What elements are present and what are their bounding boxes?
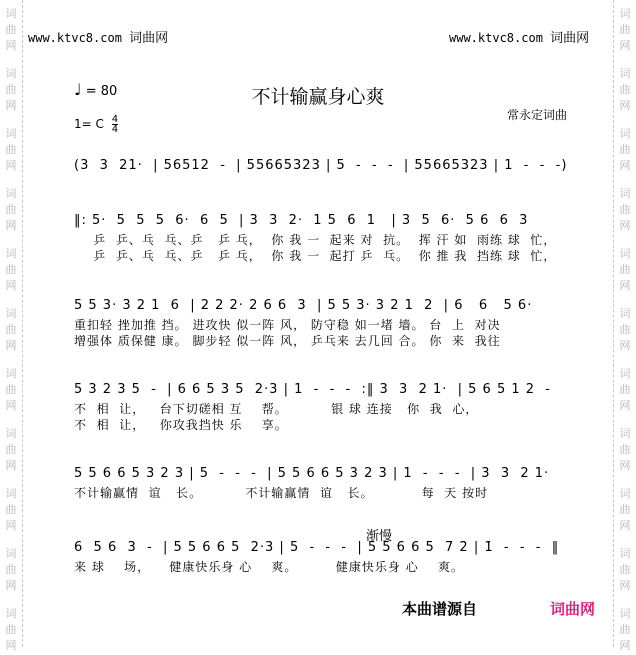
site-header-left	[28, 27, 168, 46]
watermark-char: 网	[619, 519, 631, 532]
watermark-char: 曲	[5, 443, 17, 456]
watermark-char: 曲	[619, 623, 631, 636]
lyrics-verse-2: 增强体 质保健 康。 脚步轻 似一阵 风， 乒乓来 去几回 合。 你 来 我往	[74, 334, 501, 348]
notes: 5 5 3· 3 2 1 6 | 2 2 2· 2 6 6 3 | 5 5 3· 3 2 1 2 | 6 6 5 6·	[74, 298, 533, 313]
score-line-3	[74, 382, 574, 432]
watermark-char: 词	[619, 67, 631, 80]
source-site-link[interactable]: 词曲网	[550, 600, 596, 618]
watermark-char: 曲	[5, 623, 17, 636]
watermark-char: 网	[5, 219, 17, 232]
watermark-char: 网	[5, 339, 17, 352]
lyrics-verse-1: 不 相 让， 台下切磋相 互 帮。 银 球 连接 你 我 心，	[74, 402, 479, 416]
watermark-char: 词	[619, 307, 631, 320]
watermark-char: 词	[619, 7, 631, 20]
lyrics-verse-1: 不计输赢情 谊 长。 不计输赢情 谊 长。 每 天 按时	[74, 486, 489, 500]
tempo-value: = 80	[85, 84, 118, 99]
watermark-char: 网	[619, 339, 631, 352]
watermark-char: 网	[619, 39, 631, 52]
watermark-char: 网	[619, 99, 631, 112]
watermark-char: 曲	[5, 383, 17, 396]
watermark-char: 曲	[619, 263, 631, 276]
watermark-char: 曲	[619, 143, 631, 156]
watermark-char: 词	[619, 487, 631, 500]
watermark-char: 网	[619, 399, 631, 412]
site-name: 词曲网	[129, 31, 169, 46]
notes: 6 5 6 3 - | 5 5 6 6 5 2·3 | 5 - - - | 5 5 6 6 5 7 2̇ | 1̇ - - - ‖	[74, 540, 560, 555]
quarter-note-icon: ♩	[74, 80, 82, 99]
score-line-intro	[74, 158, 574, 176]
site-url: www.ktvc8.com	[28, 31, 122, 45]
watermark-char: 网	[5, 579, 17, 592]
watermark-char: 曲	[5, 263, 17, 276]
watermark-char: 曲	[619, 383, 631, 396]
watermark-char: 网	[619, 219, 631, 232]
time-signature	[112, 115, 118, 134]
watermark-char: 曲	[619, 23, 631, 36]
composer-credit: 常永定词曲	[507, 108, 568, 122]
watermark-char: 曲	[5, 503, 17, 516]
watermark-char: 网	[5, 639, 17, 652]
notes: 5 3 2 3 5 - | 6 6 5 3 5 2·3 | 1 - - - :‖ 3 3 2 1· | 5 6 5 1 2 -	[74, 382, 551, 397]
watermark-char: 网	[5, 519, 17, 532]
watermark-char: 曲	[5, 83, 17, 96]
lyrics-verse-1: 乒 乒、乓 乓、乒 乒 乓， 你 我 一 起来 对 抗。 挥 汗 如 雨练 球 忙，	[74, 233, 557, 247]
watermark-char: 网	[5, 39, 17, 52]
watermark-char: 词	[619, 367, 631, 380]
watermark-char: 网	[5, 459, 17, 472]
watermark-char: 词	[5, 367, 17, 380]
source-label: 本曲谱源自	[402, 600, 478, 618]
watermark-char: 曲	[5, 563, 17, 576]
watermark-char: 曲	[619, 323, 631, 336]
score-line-1	[74, 213, 574, 263]
watermark-char: 词	[619, 247, 631, 260]
notes: ‖: 5· 5 5 5 6· 6 5 | 3 3 2· 1 5 6 1 | 3 5 6· 5 6 6 3	[74, 213, 529, 228]
watermark-char: 网	[5, 279, 17, 292]
watermark-char: 网	[5, 399, 17, 412]
lyrics-verse-1: 来 球 场， 健康快乐身 心 爽。 健康快乐身 心 爽。	[74, 560, 464, 574]
watermark-char: 词	[619, 127, 631, 140]
key-value: 1= C	[74, 117, 104, 131]
watermark-char: 词	[619, 187, 631, 200]
watermark-char: 词	[5, 247, 17, 260]
lyrics-verse-1: 重扣轻 挫加推 挡。 进攻快 似一阵 风， 防守稳 如一堵 墙。 台 上 对决	[74, 318, 501, 332]
watermark-char: 词	[619, 547, 631, 560]
watermark-char: 网	[619, 579, 631, 592]
lyrics-verse-2: 不 相 让， 你攻我挡快 乐 享。	[74, 418, 288, 432]
watermark-char: 词	[5, 67, 17, 80]
watermark-char: 词	[5, 307, 17, 320]
watermark-char: 词	[5, 547, 17, 560]
watermark-char: 网	[5, 159, 17, 172]
site-url: www.ktvc8.com	[449, 31, 543, 45]
notes: (3 3 21· | 56512 - | 55665323 | 5 - - - | 55665323 | 1 - - -)	[74, 158, 568, 173]
ritardando-mark: 渐慢	[366, 529, 393, 544]
score-line-2	[74, 298, 574, 348]
song-title: 不计输赢身心爽	[251, 86, 385, 108]
watermark-char: 网	[619, 639, 631, 652]
watermark-char: 曲	[619, 443, 631, 456]
watermark-char: 词	[619, 607, 631, 620]
score-line-4	[74, 466, 574, 500]
watermark-char: 词	[5, 607, 17, 620]
score-line-5	[74, 540, 574, 574]
watermark-char: 网	[619, 279, 631, 292]
watermark-char: 曲	[619, 83, 631, 96]
lyrics-verse-2: 乒 乒、乓 乓、乒 乒 乓， 你 我 一 起打 乒 乓。 你 推 我 挡练 球 忙，	[74, 249, 557, 263]
site-name: 词曲网	[550, 31, 590, 46]
watermark-char: 词	[5, 427, 17, 440]
watermark-char: 曲	[619, 563, 631, 576]
site-header-right	[449, 27, 589, 46]
watermark-char: 曲	[619, 203, 631, 216]
watermark-char: 曲	[5, 143, 17, 156]
notes: 5 5 6 6 5 3 2 3 | 5 - - - | 5 5 6 6 5 3 2 3 | 1 - - - | 3 3 2 1·	[74, 466, 550, 481]
watermark-char: 词	[5, 187, 17, 200]
watermark-char: 网	[619, 459, 631, 472]
key-signature	[74, 115, 118, 134]
watermark-char: 词	[5, 487, 17, 500]
time-sig-bottom: 4	[111, 124, 119, 135]
watermark-char: 词	[5, 127, 17, 140]
watermark-char: 曲	[5, 203, 17, 216]
watermark-char: 词	[5, 7, 17, 20]
watermark-char: 曲	[619, 503, 631, 516]
watermark-char: 网	[5, 99, 17, 112]
time-sig-top: 4	[111, 114, 119, 125]
watermark-char: 网	[619, 159, 631, 172]
watermark-char: 词	[619, 427, 631, 440]
watermark-char: 曲	[5, 23, 17, 36]
watermark-char: 曲	[5, 323, 17, 336]
